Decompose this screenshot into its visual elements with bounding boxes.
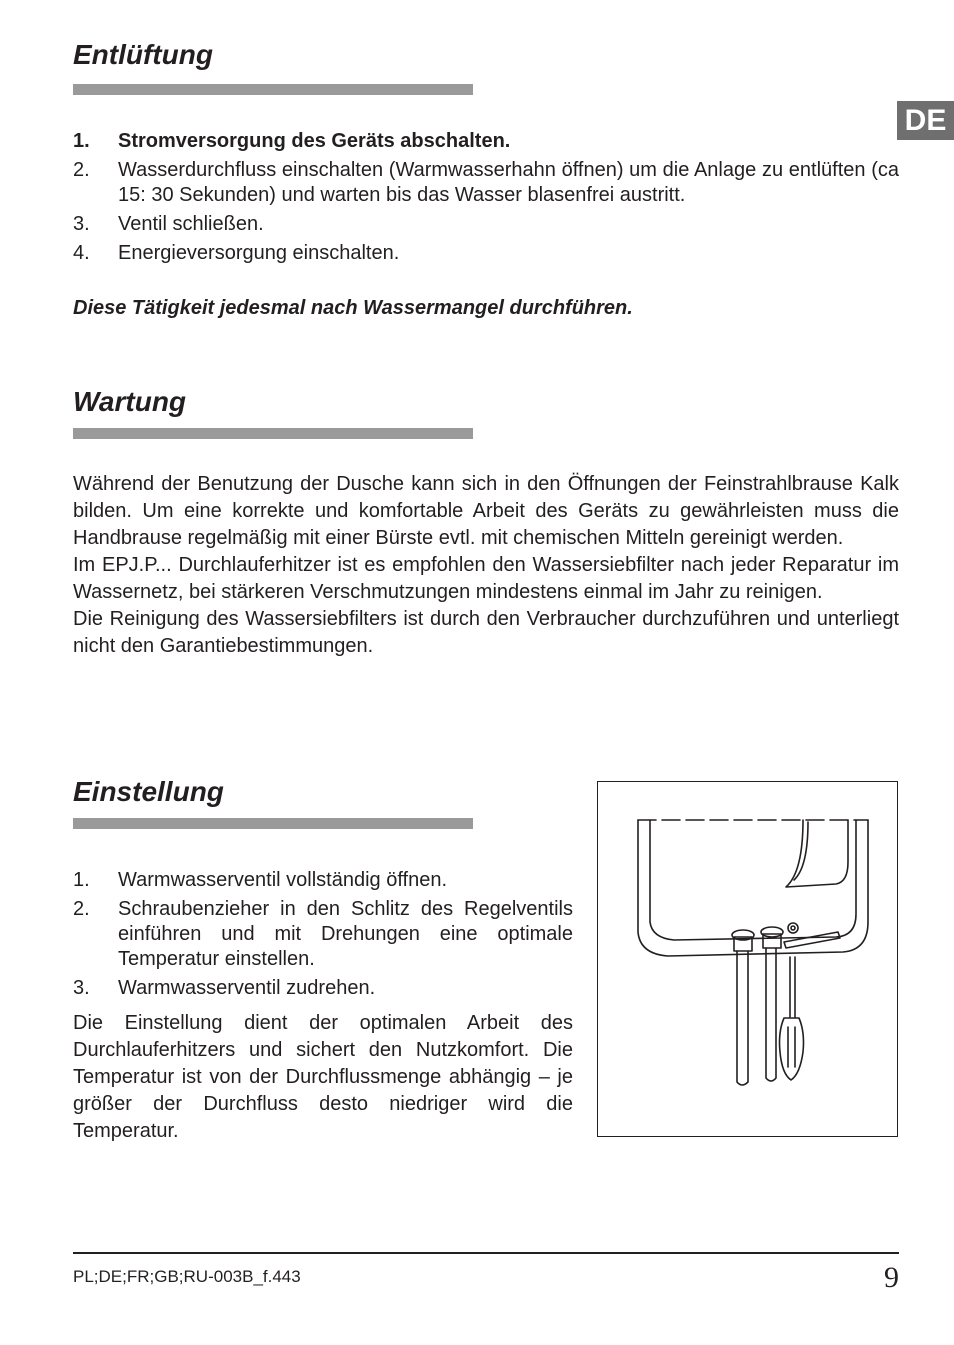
section-title-adjustment: Einstellung bbox=[73, 776, 224, 807]
step-number: 3. bbox=[73, 977, 90, 999]
page-number: 9 bbox=[884, 1261, 899, 1294]
footer-divider bbox=[73, 1252, 899, 1254]
step-number: 2. bbox=[73, 159, 90, 181]
heater-valve-figure bbox=[597, 781, 898, 1137]
list-item bbox=[73, 212, 899, 237]
step-text: Warmwasserventil zudrehen. bbox=[118, 977, 376, 999]
step-number: 1. bbox=[73, 130, 90, 152]
section-underline-bar bbox=[73, 428, 473, 439]
step-number: 1. bbox=[73, 869, 90, 891]
step-text: Schraubenzieher in den Schlitz des Regelventils einführen und mit Drehungen eine optimale Temperatur einstellen. bbox=[118, 898, 573, 970]
list-item bbox=[73, 129, 899, 154]
step-text: Stromversorgung des Geräts abschalten. bbox=[118, 130, 511, 152]
list-item bbox=[73, 868, 573, 893]
section-underline-bar bbox=[73, 84, 473, 95]
venting-steps-list bbox=[73, 129, 899, 266]
list-item bbox=[73, 158, 899, 208]
step-text: Ventil schließen. bbox=[118, 213, 264, 235]
list-item bbox=[73, 241, 899, 266]
step-number: 2. bbox=[73, 898, 90, 920]
adjustment-steps-list bbox=[73, 868, 573, 1001]
adjustment-paragraph: Die Einstellung dient der optimalen Arbeit des Durchlauferhitzers und sichert den Nutzkomfort. Die Temperatur ist von der Durchflussmenge abhängig – je größer der Durchfluss desto niedriger wird die Temperatur. bbox=[73, 1012, 573, 1142]
list-item bbox=[73, 976, 573, 1001]
section-underline-bar bbox=[73, 818, 473, 829]
maintenance-paragraph: Während der Benutzung der Dusche kann sich in den Öffnungen der Feinstrahlbrause Kalk bilden. Um eine korrekte und komfortable Arbeit des Geräts zu gewährleisten muss die Handbrause regelmäßig mit einer Bürste evtl. mit chemischen Mitteln gereinigt werden. bbox=[73, 473, 899, 549]
section-title-maintenance: Wartung bbox=[73, 386, 187, 417]
venting-note: Diese Tätigkeit jedesmal nach Wassermangel durchführen. bbox=[73, 297, 633, 319]
maintenance-paragraph: Im EPJ.P... Durchlauferhitzer ist es empfohlen den Wassersiebfilter nach jeder Reparatur im Wassernetz, bei stärkeren Verschmutzungen mindestens einmal im Jahr zu reinigen. bbox=[73, 554, 899, 603]
step-number: 3. bbox=[73, 213, 90, 235]
step-text: Energieversorgung einschalten. bbox=[118, 242, 400, 264]
heater-adjustment-illustration bbox=[598, 782, 896, 1135]
maintenance-paragraph: Die Reinigung des Wassersiebfilters ist durch den Verbraucher durchzuführen und unterliegt nicht den Garantiebestimmungen. bbox=[73, 608, 899, 657]
list-item bbox=[73, 897, 573, 972]
document-code: PL;DE;FR;GB;RU-003B_f.443 bbox=[73, 1267, 301, 1286]
section-title-venting: Entlüftung bbox=[73, 39, 213, 70]
maintenance-body bbox=[73, 471, 899, 660]
step-text: Warmwasserventil vollständig öffnen. bbox=[118, 869, 448, 891]
step-text: Wasserdurchfluss einschalten (Warmwasserhahn öffnen) um die Anlage zu entlüften (ca 15: 30 Sekunden) und warten bis das Wasser blasenfrei austritt. bbox=[118, 159, 899, 206]
language-badge: DE bbox=[897, 101, 954, 140]
step-number: 4. bbox=[73, 242, 90, 264]
